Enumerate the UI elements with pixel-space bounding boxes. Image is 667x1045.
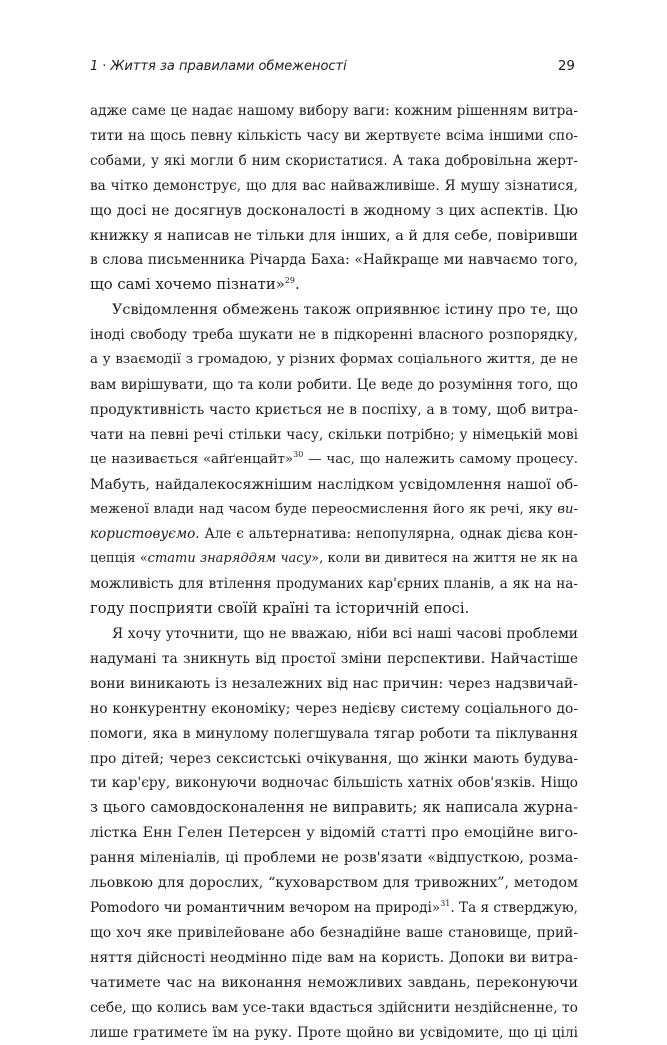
text-line: няття дійсності неодмінно піде вам на користь. Допоки ви витра- [90,949,578,966]
text-line: льовкою для дорослих, “куховарством для тривожних”, методом [90,875,578,892]
text-line: лише гратимете їм на руку. Проте щойно ви усвідомите, що ці цілі [90,1024,578,1041]
text-line: году посприяти своїй країні та історичній епосі. [90,600,470,618]
text-line: помоги, яка в минулому полегшувала тягар роботи та піклування [90,725,578,742]
text-line [90,498,578,523]
text-line: іноді свободу треба шукати не в підкоренні власного розпорядку, [90,327,578,344]
text-line: адже саме це надає нашому вибору ваги: кожним рішенням витра- [90,103,578,119]
text-line: чати на певні речі стільки часу, скільки потрібно; у німецькій мові [90,426,578,443]
text-line: но конкурентну економіку; через недієву систему соціального до- [90,700,578,717]
chapter-heading [90,59,347,74]
text-line: Усвідомлення обмежень також оприявнює істину про те, що [112,302,578,319]
text-line: що досі не досягнув досконалості в жодному з цих аспектів. Цю [90,202,578,219]
text-run: », коли ви дивитеся на життя не як на [311,551,578,567]
text-line: чатимете час на виконання неможливих завдань, переконуючи [90,974,578,991]
text-line: Я хочу уточнити, що не вважаю, ніби всі наші часові проблеми [112,626,578,643]
paragraph-2 [90,298,578,622]
text-line: продуктивність часто криється не в поспіху, а в тому, щоб витра- [90,401,578,418]
text-line: себе, що колись вам усе-таки вдасться здійснити нездійсненне, то [90,999,578,1016]
text-line [90,448,578,473]
text-line: тити на щось певну кількість часу ви жертвуєте всіма іншими спо- [90,127,578,144]
text-line: книжку я написав не тільки для інших, а й для себе, повіривши [90,227,578,244]
text-line: вам вирішувати, що та коли робити. Це веде до розуміння того, що [90,376,578,393]
text-line: лістка Енн Гелен Петерсен у відомій статті про емоційне виго- [90,825,578,842]
text-line: ва чітко демонструє, що для вас найважливіше. Я мушу зізнатися, [90,177,578,194]
chapter-title: Життя за правилами обмеженості [110,59,347,74]
text-line: Мабуть, найдалекосяжнішим наслідком усвідомлення нашої об- [90,476,578,493]
text-line [90,273,578,298]
footnote-ref: 29 [284,276,295,286]
text-line: собами, у які могли б ним скористатися. А така добровільна жерт- [90,152,578,169]
running-head [90,58,575,74]
paragraph-3 [90,622,578,1045]
body-text [90,99,578,1045]
text-run: цепція « [90,551,148,567]
text-run: це називається «айґенцайт» [90,451,294,467]
text-line: можливість для втілення продуманих кар'єрних планів, а як на на- [90,576,578,593]
italic-run: користовуємо. [90,526,200,543]
text-line: в слова письменника Річарда Баха: «Найкраще ми навчаємо того, [90,252,578,269]
text-run: — час, що належить самому процесу. [303,451,578,467]
italic-run: ви- [557,501,578,517]
text-line: рання міленіалів, ці проблеми не розв'язати «відпусткою, розма- [90,850,578,867]
text-run: меженої влади над часом буде переосмислення його як речі, яку [90,501,553,517]
text-line [90,522,578,547]
text-run: . [294,276,300,294]
text-line: про дітей; через сексистські очікування, що жінки мають будува- [90,750,578,767]
text-line: що хоч яке привілейоване або безнадійне ваше становище, прий- [90,924,578,941]
text-line: ти кар'єру, виконуючи водночас більшість хатніх обов'язків. Ніщо [90,775,578,792]
heading-separator: · [102,59,107,74]
footnote-ref: 30 [293,449,304,459]
chapter-number: 1 [90,59,99,74]
paragraph-1 [90,99,578,298]
text-line: надумані та зникнуть від простої зміни перспективи. Найчастіше [90,650,578,667]
text-line: а у взаємодії з громадою, у різних формах соціального життя, де не [90,352,578,368]
italic-run: стати знаряддям часу [147,551,312,567]
footnote-ref: 31 [440,899,451,908]
text-run: що самі хочемо пізнати» [90,276,285,294]
text-line: вони виникають із незалежних від нас причин: через надзвичай- [90,675,578,692]
text-run: . Та я стверджую, [450,900,578,916]
page-number: 29 [557,58,575,74]
text-run: Pomodoro чи романтичним вечором на природі» [90,900,441,916]
text-line: з цього самовдосконалення не виправить; як написала журна- [90,799,578,817]
text-line [90,547,578,572]
text-line [90,896,578,921]
text-run: Але є альтернатива: непопулярна, однак дієва кон- [199,526,578,543]
